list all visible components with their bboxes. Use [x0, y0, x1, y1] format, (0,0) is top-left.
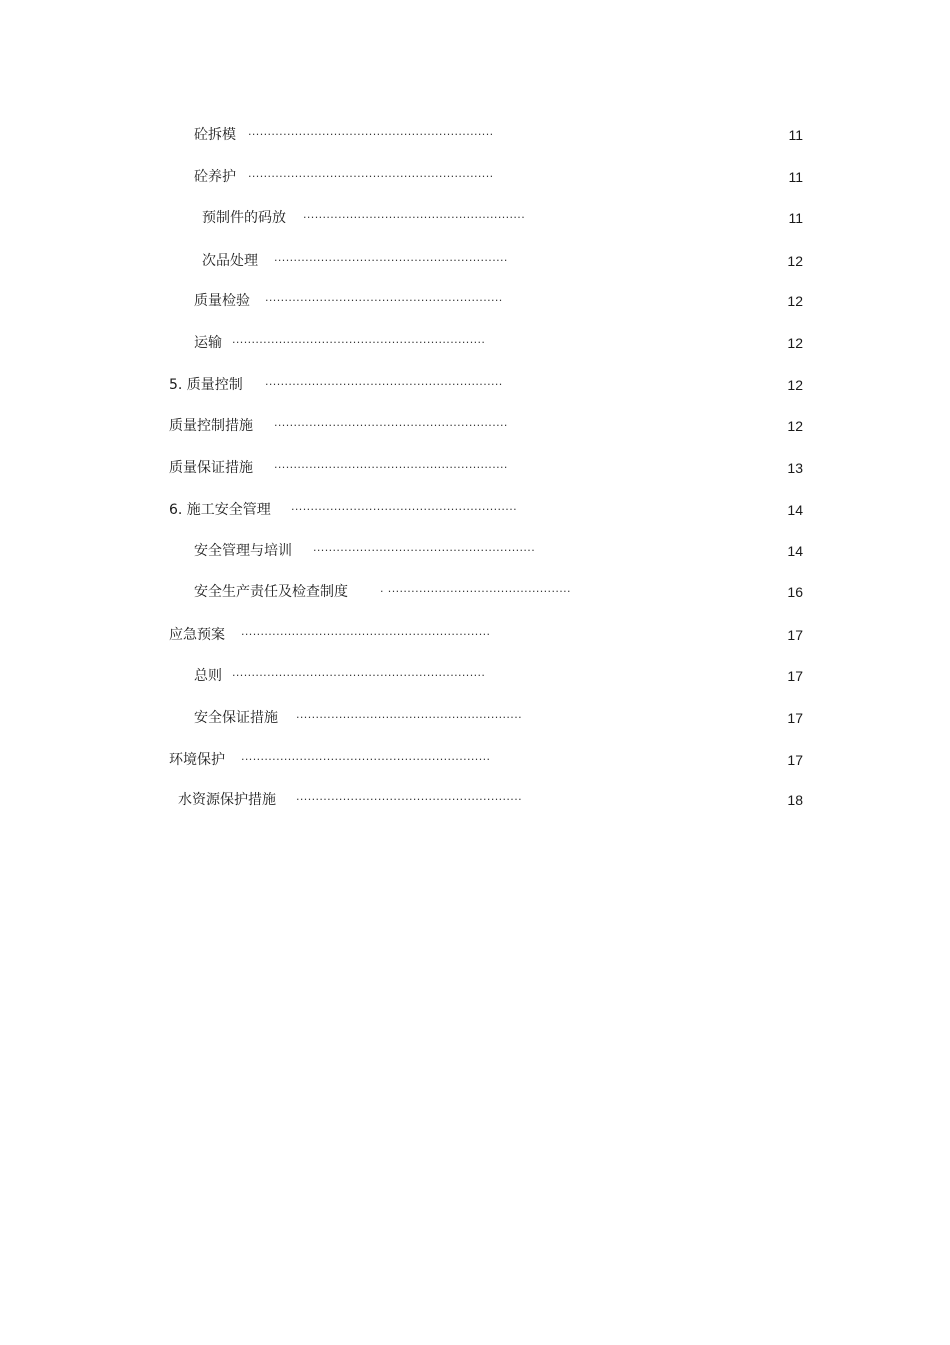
toc-entry[interactable]	[0, 290, 950, 312]
toc-entry[interactable]	[0, 207, 950, 229]
toc-entry-leader: ............................................................	[274, 416, 508, 429]
toc-entry[interactable]	[0, 624, 950, 646]
toc-entry-leader: ...............................................................	[248, 167, 494, 180]
toc-entry-title: 5. 质量控制	[169, 377, 243, 393]
toc-entry[interactable]	[0, 332, 950, 354]
toc-entry[interactable]	[0, 166, 950, 188]
toc-entry[interactable]	[0, 499, 950, 521]
toc-entry-leader: .........................................................	[303, 208, 526, 221]
toc-entry[interactable]	[0, 749, 950, 771]
toc-entry-title: 安全保证措施	[194, 710, 278, 726]
toc-entry-leader: . ...............................................	[380, 582, 571, 595]
toc-entry-page: 18	[787, 792, 803, 808]
toc-entry[interactable]	[0, 581, 950, 603]
toc-entry-leader: ............................................................	[274, 458, 508, 471]
toc-entry-leader: .................................................................	[232, 666, 486, 679]
toc-entry-page: 12	[787, 335, 803, 351]
toc-entry-title: 质量检验	[194, 293, 250, 309]
toc-entry[interactable]	[0, 374, 950, 396]
toc-entry-title: 安全管理与培训	[194, 543, 292, 559]
toc-entry-leader: ..........................................................	[296, 790, 523, 803]
toc-entry-title: 水资源保护措施	[178, 792, 276, 808]
toc-entry-title: 砼养护	[194, 169, 236, 185]
toc-entry-title: 砼拆模	[194, 127, 236, 143]
toc-entry[interactable]	[0, 457, 950, 479]
toc-entry-title: 质量控制措施	[169, 418, 253, 434]
toc-entry-title: 总则	[194, 668, 222, 684]
toc-entry[interactable]	[0, 707, 950, 729]
toc-entry-page: 17	[787, 752, 803, 768]
toc-entry-page: 14	[787, 502, 803, 518]
toc-entry-leader: ...............................................................	[248, 125, 494, 138]
toc-entry[interactable]	[0, 415, 950, 437]
toc-entry-leader: ..........................................................	[291, 500, 518, 513]
toc-entry[interactable]	[0, 124, 950, 146]
toc-entry-leader: ............................................................	[274, 251, 508, 264]
toc-entry-title: 应急预案	[169, 627, 225, 643]
toc-entry[interactable]	[0, 250, 950, 272]
toc-entry-leader: .................................................................	[232, 333, 486, 346]
toc-entry[interactable]	[0, 665, 950, 687]
toc-entry-title: 环境保护	[169, 752, 225, 768]
toc-entry-page: 17	[787, 668, 803, 684]
toc-entry-page: 17	[787, 710, 803, 726]
toc-entry-page: 11	[788, 210, 803, 226]
toc-entry-leader: ................................................................	[241, 625, 491, 638]
toc-entry-leader: ................................................................	[241, 750, 491, 763]
toc-entry-title: 安全生产责任及检查制度	[194, 584, 348, 600]
toc-entry-page: 12	[787, 377, 803, 393]
toc-entry-title: 预制件的码放	[202, 210, 286, 226]
toc-entry-leader: .........................................................	[313, 541, 536, 554]
toc-entry-page: 11	[788, 127, 803, 143]
toc-entry-page: 12	[787, 418, 803, 434]
toc-entry-page: 16	[787, 584, 803, 600]
toc-entry-leader: ..........................................................	[296, 708, 523, 721]
toc-entry-leader: .............................................................	[265, 375, 503, 388]
toc-entry-page: 14	[787, 543, 803, 559]
toc-entry[interactable]	[0, 789, 950, 811]
toc-entry[interactable]	[0, 540, 950, 562]
toc-entry-page: 13	[787, 460, 803, 476]
toc-entry-title: 运输	[194, 335, 222, 351]
toc-entry-title: 质量保证措施	[169, 460, 253, 476]
toc-entry-page: 17	[787, 627, 803, 643]
toc-entry-page: 12	[787, 253, 803, 269]
toc-entry-leader: .............................................................	[265, 291, 503, 304]
toc-entry-title: 6. 施工安全管理	[169, 502, 271, 518]
toc-entry-page: 12	[787, 293, 803, 309]
toc-entry-page: 11	[788, 169, 803, 185]
toc-entry-title: 次品处理	[202, 253, 258, 269]
